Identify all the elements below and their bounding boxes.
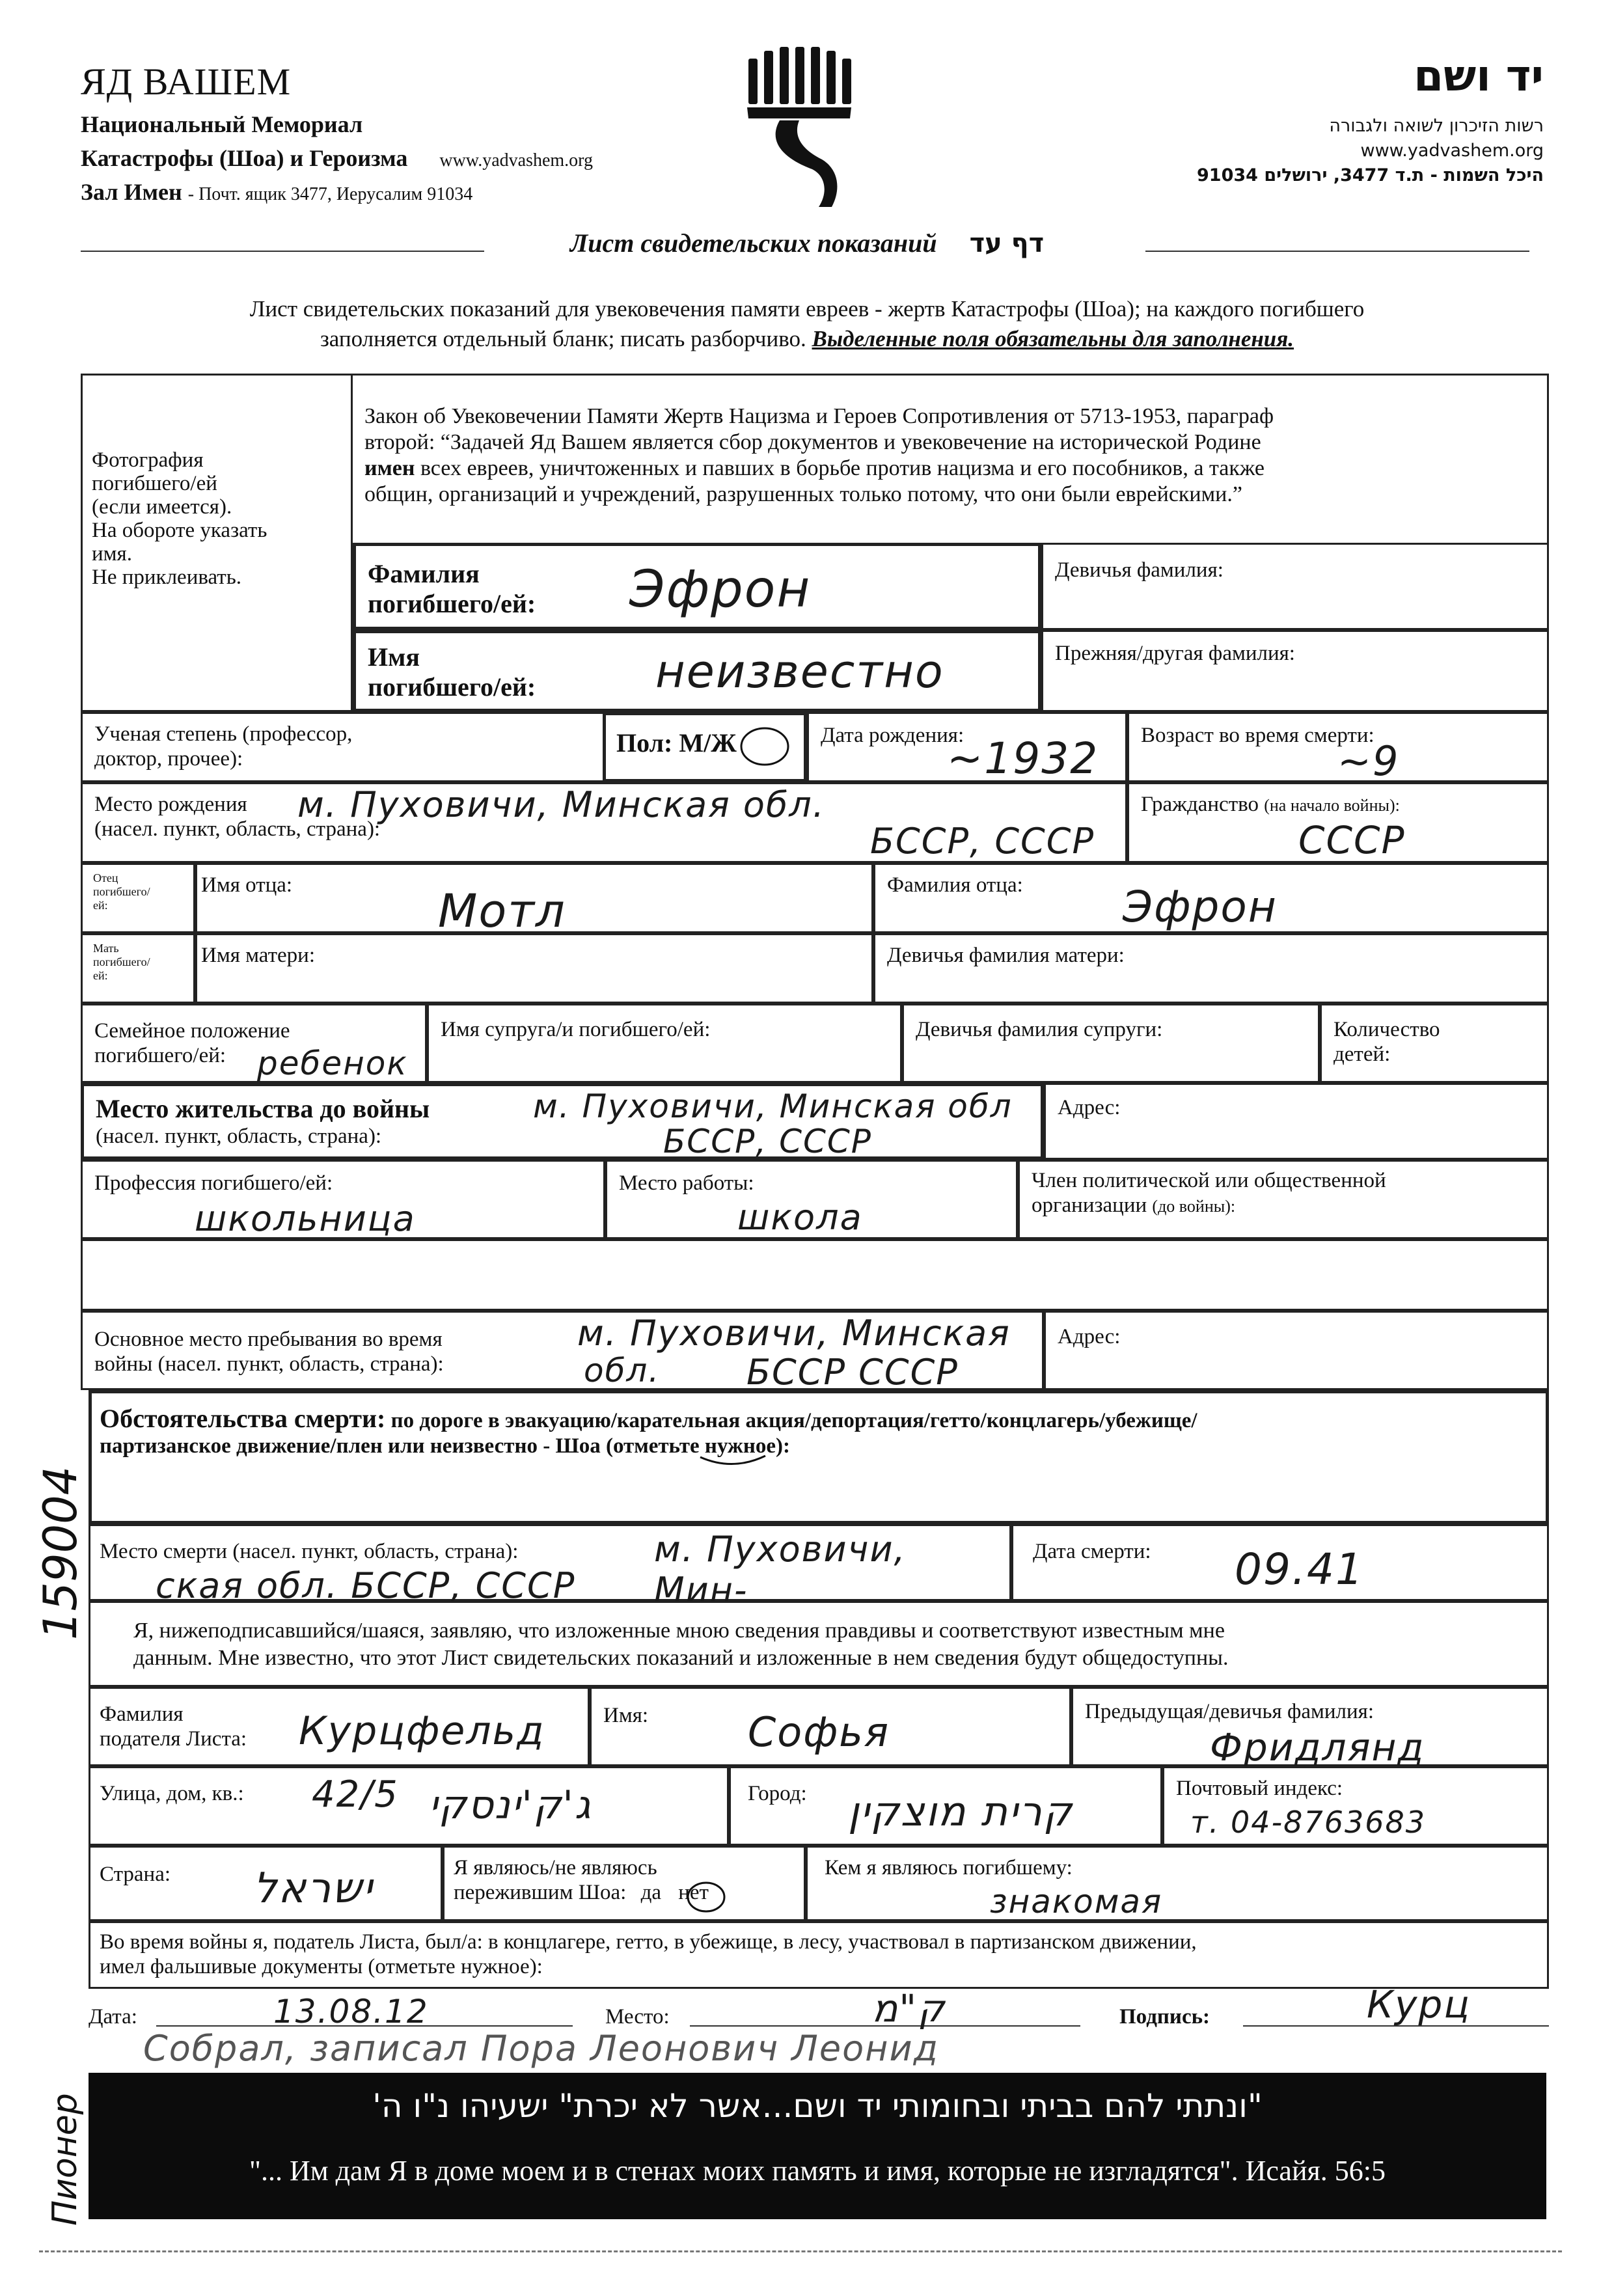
birthplace-field[interactable] [81,782,1127,863]
submitter-street-number: 42/5 [312,1773,399,1816]
citizenship-label-text: Гражданство [1141,793,1259,816]
yad-vashem-he-title: יד ושם [1414,51,1544,101]
ru-url: www.yadvashem.org [439,150,593,171]
marital-status-value: ребенок [257,1045,408,1082]
banner-hebrew-quote: "ונתתי להם בביתי ובחומותי יד ושם...אשר לא יכרת" ישעיהו נ"ו ה' [372,2087,1263,2125]
ru-subtitle-1: Национальный Мемориал [81,111,363,137]
victim-other-surname-field[interactable] [1041,630,1549,712]
submitter-country-label: Страна: [100,1863,171,1886]
survivor-status-label [454,1855,709,1905]
spouse-maiden-name-field[interactable] [902,1004,1320,1083]
degree-field[interactable] [81,712,605,782]
law-line-2: второй: “Задачей Яд Вашем является сбор документов и увековечение на исторической Родине [364,430,1261,454]
father-surname-value: Эфрон [1123,882,1278,932]
death-options-2: партизанское движение/плен или неизвестно - Шоа (отметьте нужное): [100,1434,790,1458]
photo-line-3: (если имеется). [92,495,232,519]
victim-surname-label-1: Фамилия [368,559,480,588]
relation-field[interactable] [806,1846,1549,1921]
intro-required-note: Выделенные поля обязательны для заполнения. [812,326,1294,351]
birthplace-label-2: (насел. пункт, область, страна): [94,817,381,841]
submitter-surname-label [100,1702,247,1751]
submitter-zip-value: т. 04-8763683 [1190,1805,1427,1840]
victim-maiden-name-label: Девичья фамилия: [1055,558,1224,582]
declaration-line-2: данным. Мне известно, что этот Лист свидетельских показаний и изложенные в нем сведения будут общедоступны. [133,1646,1229,1670]
children-label-1: Количество [1334,1018,1440,1041]
ru-subtitle-2-text: Катастрофы (Шоа) и Героизма [81,145,408,171]
wartime-place-value-2b: БССР СССР [746,1352,959,1393]
birthdate-field[interactable] [807,712,1127,782]
profession-field[interactable] [81,1160,605,1239]
intro-line-2 [91,324,1523,354]
degree-label-2: доктор, прочее): [94,747,243,771]
children-count-field[interactable] [1320,1004,1549,1083]
death-options-1: по дороге в эвакуацию/карательная акция/депортация/гетто/концлагерь/убежище/ [390,1409,1197,1432]
profession-label: Профессия погибшего/ей: [94,1171,333,1195]
degree-label [94,722,352,771]
sex-field[interactable] [603,712,807,782]
banner-russian-quote: "... Им дам Я в доме моем и в стенах моих память и имя, которые не изгладятся". Исайя. 56:5 [249,2155,1386,2187]
mother-side-2: погибшего/ [93,955,150,968]
he-postal-address: 91034 היכל השמות - ת.ד 3477, ירושלים [1197,165,1544,185]
mother-name-label: Имя матери: [201,944,315,967]
member-label-2-text: организации [1032,1194,1147,1217]
wartime-place-field[interactable] [81,1311,1044,1393]
wartime-address-label: Адрес: [1058,1325,1121,1348]
father-name-label: Имя отца: [201,873,293,897]
victim-maiden-name-field[interactable] [1041,543,1549,630]
relation-value: знакомая [990,1883,1163,1920]
submitter-name-value: Софья [748,1708,890,1756]
side-corner-note: Пионер [46,2093,85,2226]
marital-label-1: Семейное положение [94,1019,290,1043]
photo-box [81,374,353,712]
age-at-death-field[interactable] [1127,712,1549,785]
birthplace-value-2: БССР, СССР [870,821,1095,862]
ru-postal-address: - Почт. ящик 3477, Иерусалим 91034 [187,184,473,204]
victim-surname-value: Эфрон [629,560,812,619]
side-record-number: 159004 [34,1466,87,1640]
footer-signature-value[interactable]: Курц [1367,1982,1471,2027]
death-circumstances-label: Обстоятельства смерти: [100,1404,386,1433]
photo-instructions [92,448,267,589]
survivor-label-2 [454,1880,709,1905]
father-side-3: ей: [93,899,108,912]
father-side-1: Отец [93,871,118,884]
declaration-text [133,1617,1533,1672]
intro-line-2-text: заполняется отдельный бланк; писать разборчиво. [320,326,806,351]
mother-maiden-name-label: Девичья фамилия матери: [887,944,1125,967]
footer-place-value[interactable]: ק"מ [872,1986,946,2030]
sheet-title [0,228,1614,258]
prewar-address-field[interactable] [1044,1083,1549,1160]
birthdate-value: ~1932 [947,733,1099,784]
member-label-1: Член политической или общественной [1032,1169,1386,1192]
intro-line-1: Лист свидетельских показаний для увековечения памяти евреев - жертв Катастрофы (Шоа); на каждого погибшего [249,296,1365,321]
submitter-street-value: ג'ק'ינסקי [429,1783,592,1828]
citizenship-field[interactable] [1127,782,1549,863]
isaiah-quote-banner [89,2073,1546,2219]
age-at-death-value: ~9 [1337,737,1400,785]
law-text [364,403,1536,508]
father-surname-label: Фамилия отца: [887,873,1023,897]
survivor-label-2-text: пережившим Шоа: [454,1881,627,1904]
father-surname-field[interactable] [873,863,1549,933]
organization-member-field[interactable] [1018,1160,1549,1239]
death-circumstances-line-1 [100,1404,1531,1434]
victim-first-name-field[interactable] [353,630,1041,712]
relation-label: Кем я являюсь погибшему: [825,1856,1073,1879]
submitter-zip-label: Почтовый индекс: [1176,1777,1343,1800]
hall-of-names-label: Зал Имен [81,179,182,205]
member-label-note: (до войны): [1152,1197,1236,1216]
prewar-residence-label [96,1094,430,1149]
workplace-field[interactable] [605,1160,1018,1239]
submitter-street-field[interactable] [89,1766,729,1846]
declaration-line-1: Я, нижеподписавшийся/шаяся, заявляю, что изложенные мною сведения правдивы и соответствуют известным мне [133,1619,1225,1643]
photo-line-5: имя. [92,542,132,566]
birthplace-label-1: Место рождения [94,793,247,816]
death-circumstances-field[interactable] [89,1390,1549,1524]
yad-vashem-ru-title: ЯД ВАШЕМ [81,61,292,103]
wartime-place-value-2a: обл. [584,1352,661,1389]
blank-row[interactable] [81,1239,1549,1311]
victim-other-surname-label: Прежняя/другая фамилия: [1055,642,1295,665]
shoa-underline-mark [697,1451,769,1473]
survivor-yes-circle [685,1880,727,1914]
bottom-cut-line [39,2250,1562,2252]
father-side-label-box [81,863,195,933]
submitter-name-field[interactable] [590,1687,1071,1766]
submitter-name-label: Имя: [603,1704,649,1727]
collector-note: Собрал, записал Пора Леонович Леонид [143,2028,939,2069]
father-name-field[interactable] [195,863,873,938]
father-side-label [93,871,150,912]
spouse-maiden-name-label: Девичья фамилия супруги: [916,1018,1163,1041]
submitter-city-field[interactable] [729,1766,1162,1846]
children-count-label [1334,1017,1440,1067]
footer-date-label: Дата: [89,2005,137,2029]
wartime-place-value-1: м. Пуховичи, Минская [577,1313,1011,1354]
photo-line-6: Не приклеивать. [92,566,242,589]
spouse-name-field[interactable] [427,1004,902,1083]
submitter-country-value: ישראל [253,1865,374,1913]
prewar-residence-value-2: БССР, СССР [663,1123,872,1160]
mother-side-1: Мать [93,942,119,955]
law-line-4: общин, организаций и учреждений, разрушенных только потому, что они были еврейскими.” [364,482,1242,506]
death-circumstances-text [100,1404,1531,1458]
submitter-prev-surname-field[interactable] [1071,1687,1549,1770]
death-date-value: 09.41 [1235,1544,1364,1594]
member-label-2 [1032,1193,1386,1219]
victim-first-name-label-1: Имя [368,642,420,672]
submitter-war-label-1: Во время войны я, податель Листа, был/а: в концлагере, гетто, в убежище, в лесу, участвовал в партизанском движении, [100,1930,1197,1954]
law-names-bold: имен [364,456,415,480]
organization-member-label [1032,1168,1386,1219]
sex-selection-circle [739,726,791,767]
submitter-prev-surname-label: Предыдущая/девичья фамилия: [1085,1700,1375,1723]
death-date-label: Дата смерти: [1033,1540,1151,1563]
photo-line-1: Фотография [92,448,204,472]
wartime-place-label [94,1327,444,1376]
victim-first-name-value: неизвестно [655,645,944,698]
workplace-label: Место работы: [619,1171,754,1195]
prewar-residence-field[interactable] [81,1083,1044,1160]
law-line-1: Закон об Увековечении Памяти Жертв Нацизма и Героев Сопротивления от 5713-1953, параграф [364,404,1274,428]
law-line-3 [364,456,1536,482]
death-date-field[interactable] [1011,1524,1549,1601]
death-place-label: Место смерти (насел. пункт, область, страна): [100,1540,519,1563]
law-line-3-rest: всех евреев, уничтоженных и павших в борьбе против нацизма и его пособников, а также [420,456,1265,480]
ru-subtitle-2 [81,144,593,172]
submitter-city-label: Город: [748,1782,807,1805]
survivor-yes-option[interactable]: да [640,1881,661,1904]
mother-side-label-box [81,933,195,1004]
submitter-zip-field[interactable] [1162,1766,1549,1846]
submitter-surname-field[interactable] [89,1687,590,1766]
mother-side-3: ей: [93,969,108,982]
submitter-surname-value: Курцфельд [299,1708,545,1754]
submitter-wartime-status-field[interactable] [89,1921,1549,1989]
declaration-box [89,1601,1549,1687]
photo-line-2: погибшего/ей [92,472,217,495]
submitter-surname-label-2: подателя Листа: [100,1727,247,1751]
footer-place-label: Место: [605,2005,670,2029]
victim-first-name-label [368,642,536,702]
prewar-residence-value-1: м. Пуховичи, Минская обл [533,1087,1013,1125]
spouse-name-label: Имя супруга/и погибшего/ей: [441,1018,711,1041]
citizenship-label-note: (на начало войны): [1264,796,1400,815]
profession-value: школьница [195,1198,416,1239]
submitter-city-value: קרית מוצקין [848,1788,1073,1835]
father-side-2: погибшего/ [93,885,150,898]
citizenship-label [1141,792,1400,818]
footer-date-value[interactable]: 13.08.12 [273,1993,429,2030]
he-url: www.yadvashem.org [1360,141,1544,161]
footer-signature-label: Подпись: [1119,2005,1210,2029]
victim-surname-label [368,559,536,619]
victim-surname-label-2: погибшего/ей: [368,589,536,618]
marital-label-2: погибшего/ей: [94,1044,226,1067]
photo-line-4: На обороте указать [92,519,267,542]
survivor-no-option[interactable]: нет [678,1881,709,1904]
mother-side-label [93,942,150,983]
victim-surname-field[interactable] [353,543,1041,630]
survivor-status-field[interactable] [443,1846,806,1921]
he-subtitle-1: רשות הזיכרון לשואה ולגבורה [1329,116,1544,136]
sheet-title-he: דף עד [969,228,1045,258]
death-place-value-1: м. Пуховичи, Мин- [654,1529,907,1611]
submitter-prev-surname-value: Фридлянд [1210,1725,1425,1770]
prewar-address-label: Адрес: [1058,1096,1121,1119]
survivor-label-1: Я являюсь/не являюсь [454,1856,657,1879]
birthdate-label: Дата рождения: [821,724,964,747]
submitter-country-field[interactable] [89,1846,443,1921]
marital-status-field[interactable] [81,1004,427,1083]
victim-first-name-label-2: погибшего/ей: [368,672,536,702]
prewar-residence-label-2: (насел. пункт, область, страна): [96,1125,382,1148]
death-place-value-2: ская обл. БССР, СССР [156,1565,576,1606]
prewar-residence-label-bold: Место жительства до войны [96,1094,430,1123]
mother-name-field[interactable] [195,933,873,1004]
title-rule-right [1145,251,1529,252]
degree-label-1: Ученая степень (профессор, [94,722,353,746]
submitter-war-label-2: имел фальшивые документы (отметьте нужное): [100,1955,543,1978]
submitter-street-label: Улица, дом, кв.: [100,1782,244,1805]
children-label-2: детей: [1334,1043,1391,1066]
intro-text [91,294,1523,354]
death-place-field[interactable] [89,1524,1011,1611]
father-name-value: Мотл [438,884,566,938]
wartime-label-1: Основное место пребывания во время [94,1328,443,1351]
birthplace-value-1: м. Пуховичи, Минская обл. [297,784,825,825]
yad-vashem-logo [741,46,858,208]
ru-subtitle-3 [81,178,472,206]
workplace-value: школа [737,1197,863,1238]
submitter-surname-label-1: Фамилия [100,1702,184,1726]
age-at-death-label: Возраст во время смерти: [1141,724,1375,747]
sheet-title-ru: Лист свидетельских показаний [569,228,937,258]
sex-label: Пол: М/Ж [616,728,737,758]
citizenship-value: СССР [1298,818,1406,862]
mother-maiden-name-field[interactable] [873,933,1549,1004]
submitter-wartime-status-label [100,1930,1197,1979]
wartime-address-field[interactable] [1044,1311,1549,1390]
wartime-label-2: войны (насел. пункт, область, страна): [94,1352,444,1376]
